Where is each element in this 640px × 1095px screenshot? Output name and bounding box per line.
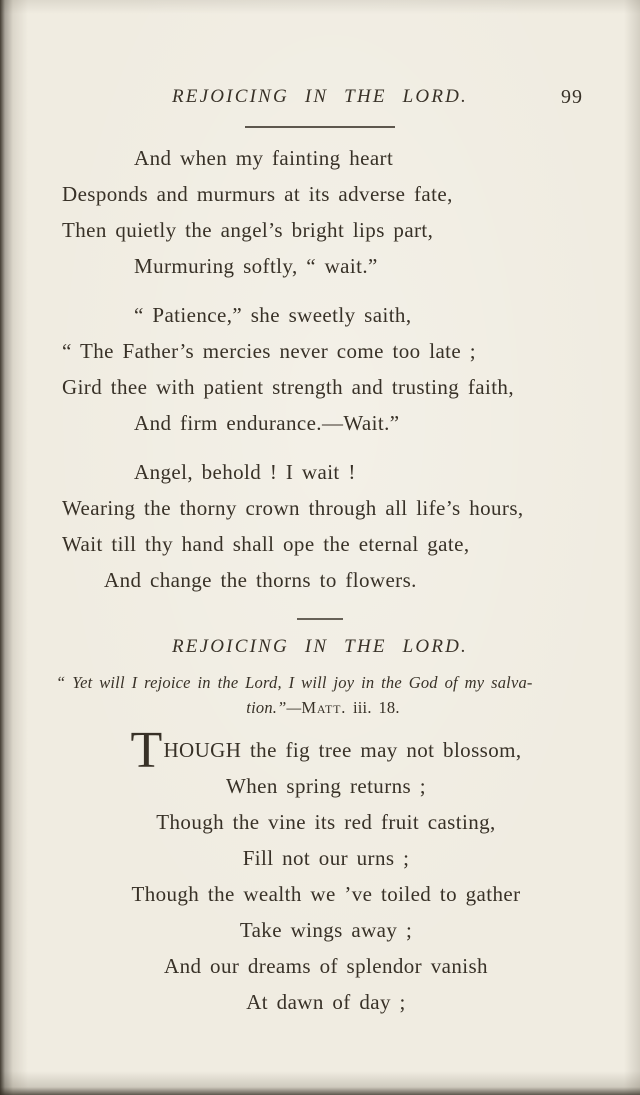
epigraph-line: “ Yet will I rejoice in the Lord, I will joy in the God of my salva- — [56, 673, 533, 692]
scripture-verse: iii. 18. — [346, 698, 400, 717]
poem-line: And firm endurance.—Wait.” — [134, 411, 400, 435]
epigraph-dash: tion.”— — [246, 698, 302, 717]
hymn-line-text: HOUGH the fig tree may not blossom, — [163, 738, 522, 762]
stanza-1 — [0, 140, 640, 284]
hymn-line: Though the wealth we ’ve toiled to gather — [131, 882, 521, 906]
poem-line: Wait till thy hand shall ope the eternal gate, — [62, 532, 470, 556]
page-header — [0, 84, 640, 110]
hymn-body — [0, 722, 640, 1020]
hymn-line: Take wings away ; — [239, 918, 413, 942]
hymn-line — [48, 722, 604, 779]
poem-line: And change the thorns to flowers. — [104, 568, 417, 592]
hymn-line: At dawn of day ; — [246, 990, 406, 1014]
poem-line: “ The Father’s mercies never come too late ; — [62, 339, 477, 363]
epigraph — [0, 670, 640, 720]
poem-line: Desponds and murmurs at its adverse fate, — [62, 182, 453, 206]
poem-line: Wearing the thorny crown through all life’s hours, — [62, 496, 524, 520]
stanza-2 — [0, 297, 640, 441]
hymn-first-line — [130, 722, 522, 779]
poem-line: Then quietly the angel’s bright lips part, — [62, 218, 434, 242]
poem-line: Gird thee with patient strength and trusting faith, — [62, 375, 514, 399]
stanza-3 — [0, 454, 640, 598]
drop-cap: T — [130, 722, 163, 779]
header-rule — [245, 126, 395, 128]
page-number: 99 — [561, 86, 583, 108]
hymn-line: And our dreams of splendor vanish — [164, 954, 488, 978]
epigraph-line — [56, 695, 590, 720]
poem-line: Angel, behold ! I wait ! — [134, 460, 356, 484]
section-divider-rule — [297, 618, 343, 620]
poem-line: And when my fainting heart — [134, 146, 394, 170]
hymn-line: Though the vine its red fruit casting, — [156, 810, 496, 834]
hymn-title: REJOICING IN THE LORD. — [172, 636, 468, 657]
running-head-title: REJOICING IN THE LORD. — [172, 86, 468, 107]
hymn-line: Fill not our urns ; — [242, 846, 410, 870]
poem-line: “ Patience,” she sweetly saith, — [134, 303, 412, 327]
hymn-line: When spring returns ; — [226, 774, 426, 798]
scripture-reference: Matt. — [301, 698, 347, 717]
poem-line: Murmuring softly, “ wait.” — [134, 254, 378, 278]
